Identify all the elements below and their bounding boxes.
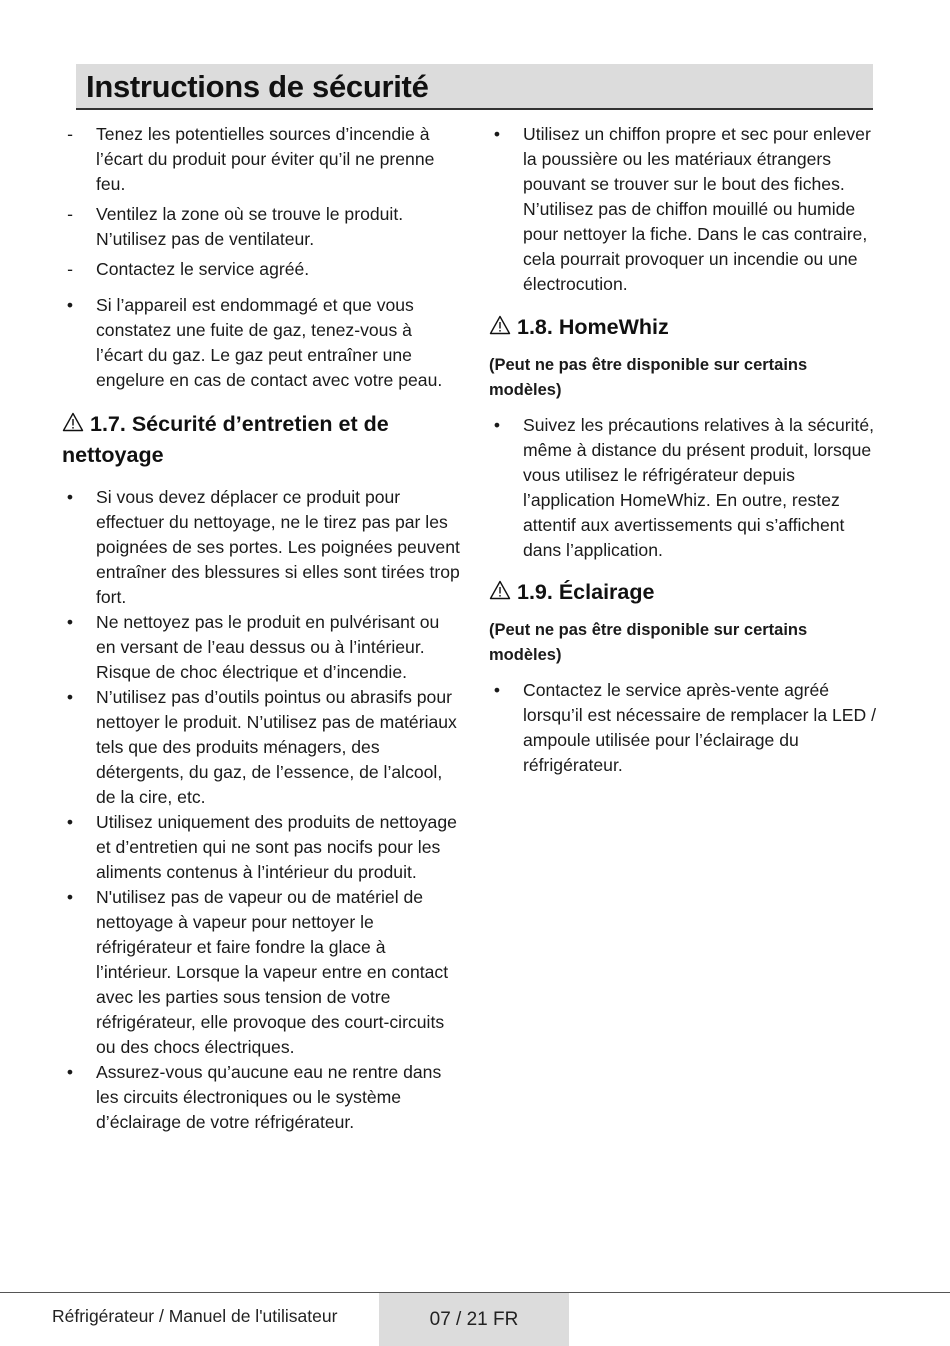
- bullet-marker: •: [66, 887, 74, 907]
- dash-marker: -: [67, 204, 73, 224]
- warning-icon: [489, 315, 511, 335]
- list-item: • Ne nettoyez pas le produit en pulvérisant ou en versant de l’eau dessus ou à l’intérieur. Risque de choc électrique et d’incendie.: [62, 610, 462, 685]
- bullet-list-homewhiz: [489, 413, 881, 563]
- list-item: - Ventilez la zone où se trouve le produit. N’utilisez pas de ventilateur.: [62, 202, 462, 252]
- availability-note: (Peut ne pas être disponible sur certains modèles): [489, 621, 808, 664]
- bullet-marker: •: [66, 295, 74, 315]
- dash-marker: -: [67, 259, 73, 279]
- dash-list: [62, 122, 462, 282]
- list-item: • Suivez les précautions relatives à la sécurité, même à distance du présent produit, lorsque vous utilisez le réfrigérateur depuis l’application HomeWhiz. En outre, restez attentif aux avertissements qui s’affichent dans l’application.: [489, 413, 881, 563]
- section-heading-lighting: 1.9. Éclairage: [489, 577, 881, 608]
- list-item: • N’utilisez pas d’outils pointus ou abrasifs pour nettoyer le produit. N’utilisez pas de matériaux tels que des produits ménagers, des détergents, du gaz, de l’essence, de l’alcool, de la cire, etc.: [62, 685, 462, 810]
- section-heading-homewhiz: 1.8. HomeWhiz: [489, 312, 881, 343]
- list-item: • Si vous devez déplacer ce produit pour effectuer du nettoyage, ne le tirez pas par les poignées de ses portes. Les poignées peuvent entraîner des blessures si elles sont tirées trop fort.: [62, 485, 462, 610]
- page-title: Instructions de sécurité: [86, 69, 429, 104]
- bullet-list: [62, 293, 462, 393]
- list-item: • Contactez le service après-vente agréé lorsqu’il est nécessaire de remplacer la LED / ampoule utilisée pour l’éclairage du réfrigérateur.: [489, 678, 881, 778]
- bullet-marker: •: [66, 612, 74, 632]
- page-number: 07 / 21 FR: [379, 1293, 569, 1346]
- warning-icon: [489, 580, 511, 600]
- bullet-marker: •: [66, 1062, 74, 1082]
- page-header: [76, 64, 873, 110]
- list-item: • Utilisez un chiffon propre et sec pour enlever la poussière ou les matériaux étrangers pouvant se trouver sur le bout des fiches. N’utilisez pas de chiffon mouillé ou humide pour nettoyer la fiche. Dans le cas contraire, cela pourrait provoquer un incendie ou une électrocution.: [489, 122, 881, 297]
- bullet-marker: •: [66, 487, 74, 507]
- left-column: [62, 122, 462, 1135]
- list-item: - Contactez le service agréé.: [62, 257, 462, 282]
- dash-marker: -: [67, 124, 73, 144]
- right-column: [489, 122, 881, 778]
- bullet-list-maintenance: [62, 485, 462, 1135]
- bullet-marker: •: [493, 415, 501, 435]
- bullet-list: [489, 122, 881, 297]
- bullet-marker: •: [66, 812, 74, 832]
- footer-manual-label: Réfrigérateur / Manuel de l'utilisateur: [52, 1306, 338, 1326]
- bullet-marker: •: [493, 680, 501, 700]
- list-item: • Utilisez uniquement des produits de nettoyage et d’entretien qui ne sont pas nocifs pour les aliments contenus à l’intérieur du produit.: [62, 810, 462, 885]
- list-item: • Assurez-vous qu’aucune eau ne rentre dans les circuits électroniques ou le système d’éclairage de votre réfrigérateur.: [62, 1060, 462, 1135]
- availability-note: (Peut ne pas être disponible sur certains modèles): [489, 356, 808, 399]
- list-item: - Tenez les potentielles sources d’incendie à l’écart du produit pour éviter qu’il ne prenne feu.: [62, 122, 462, 197]
- section-heading-maintenance: 1.7. Sécurité d’entretien et de nettoyage: [62, 412, 389, 467]
- list-item: • N'utilisez pas de vapeur ou de matériel de nettoyage à vapeur pour nettoyer le réfrigérateur et faire fondre la glace à l’intérieur. Lorsque la vapeur entre en contact avec les parties sous tension de votre réfrigérateur, elle provoque des court-circuits ou des chocs électriques.: [62, 885, 462, 1060]
- bullet-list-lighting: [489, 678, 881, 778]
- warning-icon: [62, 412, 84, 432]
- bullet-marker: •: [493, 124, 501, 144]
- list-item: • Si l’appareil est endommagé et que vous constatez une fuite de gaz, tenez-vous à l’écart du gaz. Le gaz peut entraîner une engelure en cas de contact avec votre peau.: [62, 293, 462, 393]
- bullet-marker: •: [66, 687, 74, 707]
